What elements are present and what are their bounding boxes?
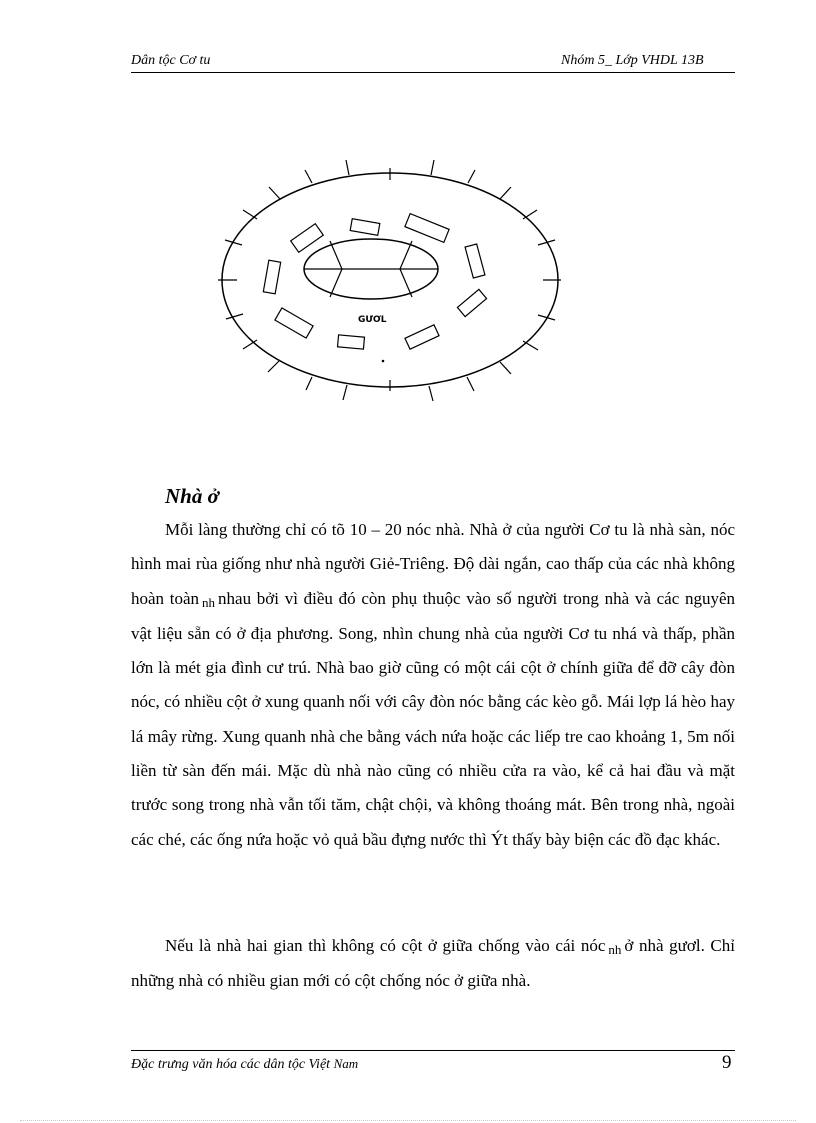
- section-title: Nhà ở: [165, 484, 219, 508]
- house-9: [263, 260, 280, 294]
- surrounding-houses: [263, 214, 486, 350]
- gual-label: GƯƠL: [358, 315, 387, 325]
- house-5: [457, 289, 486, 316]
- footer-book-title: [131, 1056, 358, 1073]
- fence-ticks: [218, 160, 561, 401]
- footer-title-main: Đặc trưng văn hóa các dân tộc Việt: [131, 1057, 331, 1072]
- paragraph-1-part-a: Mỗi làng thường chỉ có tõ 10 – 20 nóc nhà. Nhà ở của người Cơ tu là nhà sàn, nóc hình mai rùa giống như nhà người Giẻ-Triêng. Độ dài ngắn, cao thấp của các nhà không hoàn toàn: [131, 520, 735, 608]
- village-fence-ellipse: [222, 173, 558, 387]
- paragraph-1-nh-insert: nh: [202, 594, 216, 610]
- footer-rule: [131, 1050, 735, 1051]
- house-4: [465, 244, 485, 278]
- paragraph-2-nh-insert: nh: [608, 942, 622, 957]
- paragraph-2-part-b: ở nhà gươl. Chỉ những nhà có nhiều gian mới có cột chống nóc ở giữa nhà.: [131, 936, 735, 991]
- house-1: [291, 224, 324, 253]
- header-left-title: Dân tộc Cơ tu: [131, 53, 211, 68]
- paragraph-2: [131, 929, 735, 999]
- paragraph-1-part-b: nhau bởi vì điều đó còn phụ thuộc vào số người trong nhà và các nguyên vật liệu sẵn có ở địa phương. Song, nhìn chung nhà của người Cơ tu nhá và thấp, phần lớn là mét gia đình cư trú. Nhà bao giờ cũng có một cái cột ở chính giữa để đỡ cây đòn nóc, có nhiều cột ở xung quanh nối với cây đòn nóc bằng các kèo gỗ. Mái lợp lá hèo hay lá mây rừng. Xung quanh nhà che bằng vách nứa hoặc các liếp tre cao khoảng 1, 5m nối liền từ sàn đến mái. Mặc dù nhà nào cũng có nhiều cửa ra vào, kể cả hai đầu và mặt trước song trong nhà vẫn tối tăm, chật chội, và không thoáng mát. Bên trong nhà, ngoài các ché, các ống nứa hoặc vỏ quả bầu đựng nước thì Ýt thấy bày biện các đồ đạc khác.: [131, 588, 735, 849]
- house-6: [405, 325, 439, 349]
- page-number: 9: [722, 1052, 732, 1073]
- house-8: [275, 308, 313, 338]
- house-3: [405, 214, 449, 243]
- house-7: [338, 335, 365, 349]
- central-house-roof-lines: [304, 241, 438, 297]
- house-2: [350, 219, 380, 236]
- paragraph-2-part-a: Nếu là nhà hai gian thì không có cột ở giữa chống vào cái nóc: [165, 936, 606, 955]
- page-edge: [20, 1120, 796, 1121]
- header-rule: [131, 72, 735, 73]
- header-right-group: Nhóm 5_ Lớp VHDL 13B: [561, 53, 704, 68]
- paragraph-1: [131, 513, 735, 857]
- footer-title-small: Nam: [333, 1056, 359, 1071]
- diagram-dot: [382, 360, 385, 363]
- village-layout-diagram: [210, 160, 580, 410]
